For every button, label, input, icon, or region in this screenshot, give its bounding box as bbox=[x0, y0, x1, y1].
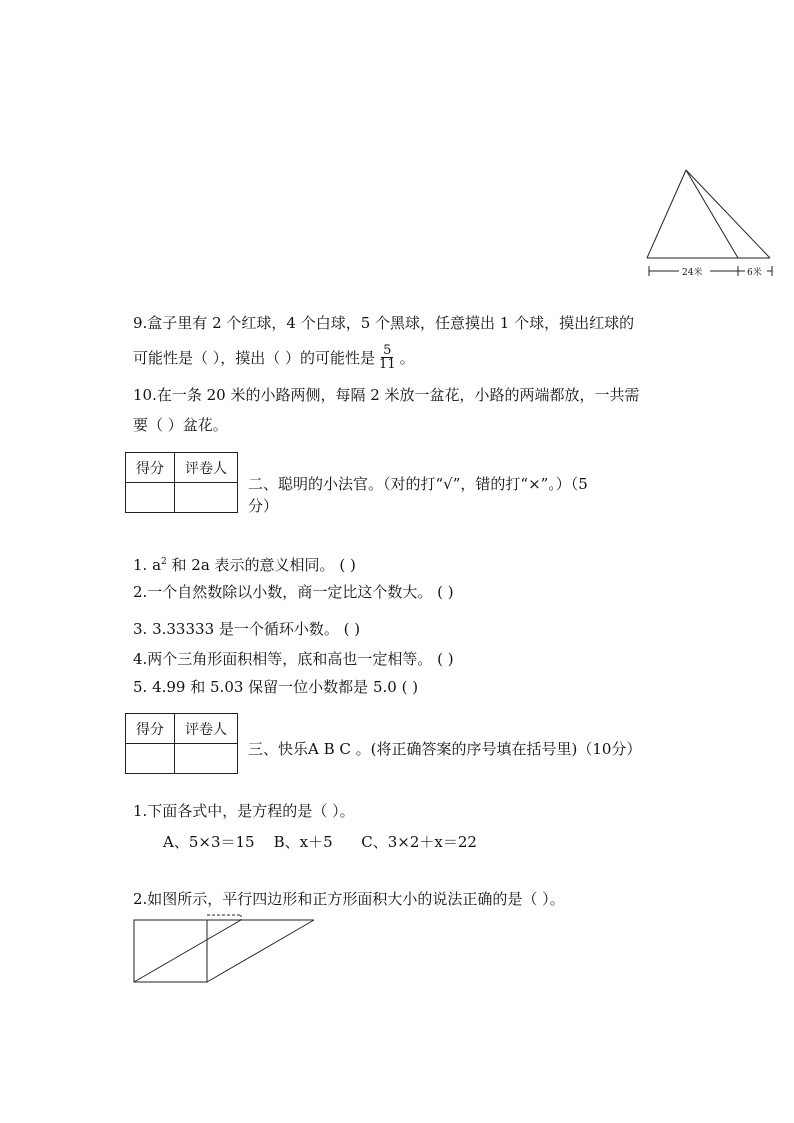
dimension-label-24: 24米 bbox=[682, 268, 703, 278]
q9-line1: 9.盒子里有 2 个红球，4 个白球，5 个黑球，任意摸出 1 个球，摸出红球的 bbox=[133, 314, 635, 332]
dimension-label-6: 6米 bbox=[747, 268, 762, 278]
s3-q1-stem: 1.下面各式中，是方程的是（ ）。 bbox=[133, 802, 355, 820]
superscript: 2 bbox=[161, 557, 167, 567]
q10-line1: 10.在一条 20 米的小路两侧，每隔 2 米放一盆花，小路的两端都放，一共需 bbox=[133, 386, 640, 404]
s2-item-1-pre: 1. a bbox=[133, 556, 162, 574]
s2-item-3: 3. 3.33333 是一个循环小数。 ( ) bbox=[133, 620, 361, 638]
s2-item-2: 2.一个自然数除以小数，商一定比这个数大。 ( ) bbox=[133, 583, 454, 601]
square-shape bbox=[134, 920, 207, 982]
square-diagonal bbox=[134, 920, 241, 982]
s2-item-4: 4.两个三角形面积相等，底和高也一定相等。 ( ) bbox=[133, 650, 454, 668]
score-header: 得分 bbox=[126, 453, 175, 483]
parallelogram-right bbox=[207, 920, 314, 982]
s3-q2-stem: 2.如图所示，平行四边形和正方形面积大小的说法正确的是（ ）。 bbox=[133, 890, 565, 908]
q9-line2-end: 。 bbox=[399, 348, 415, 367]
q10-line2: 要（ ）盆花。 bbox=[133, 416, 228, 434]
section3-title: 三、快乐A B C 。(将正确答案的序号填在括号里)（10分） bbox=[248, 740, 642, 758]
fraction-numerator: 5 bbox=[383, 343, 392, 358]
s3-q1-options: A、5×3＝15 B、x＋5 C、3×2＋x＝22 bbox=[163, 833, 477, 851]
score-header: 得分 bbox=[126, 714, 175, 744]
section2-title-line2: 分） bbox=[248, 497, 279, 515]
grader-header: 评卷人 bbox=[175, 714, 238, 744]
grader-header: 评卷人 bbox=[175, 453, 238, 483]
fraction-denominator: 11 bbox=[379, 357, 396, 372]
s2-item-5: 5. 4.99 和 5.03 保留一位小数都是 5.0 ( ) bbox=[133, 678, 419, 696]
q9-line2-text: 可能性是（ ），摸出（ ）的可能性是 bbox=[133, 348, 376, 367]
section2-title-line1: 二、聪明的小法官。（对的打“√”，错的打“×”。）（5 bbox=[248, 475, 588, 493]
s2-item-1-post: 和 2a 表示的意义相同。 ( ) bbox=[166, 556, 356, 574]
